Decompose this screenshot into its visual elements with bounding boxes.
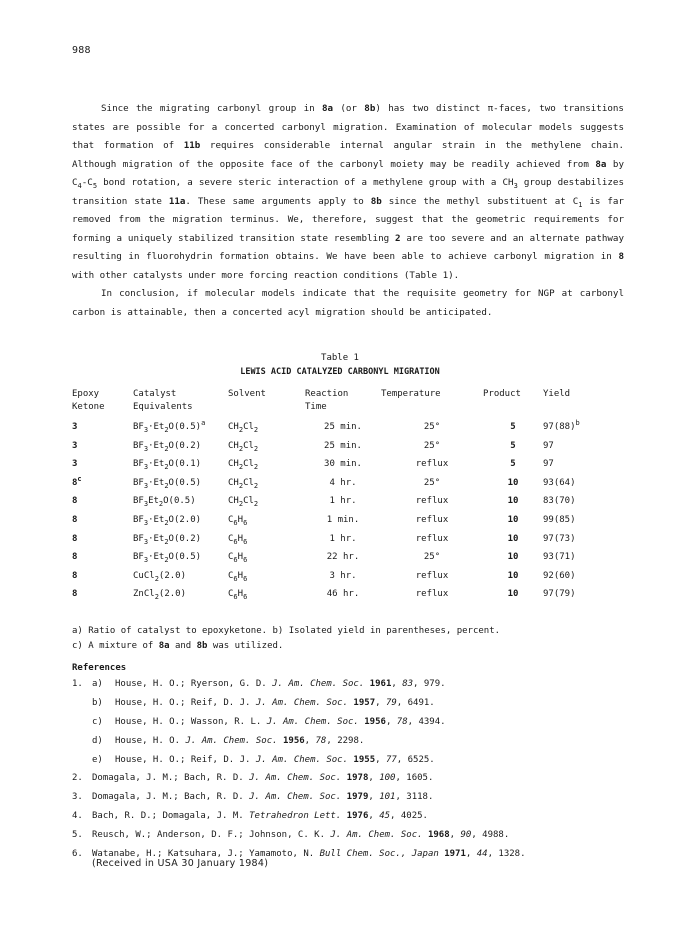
cell-solvent: $CH_2Cl_2$: [228, 477, 259, 490]
reference-pages: , 1605.: [395, 773, 434, 784]
cell-reaction-time: 4 hr.: [329, 477, 357, 488]
header-temperature: Temperature: [381, 389, 441, 399]
reference-sublabel: b): [92, 698, 103, 709]
cell-yield: 93(71): [543, 552, 576, 563]
cell-catalyst: $BF_3\cdot Et_2O(2.0)$: [133, 514, 202, 527]
table-row: [72, 437, 623, 456]
table-label: Table 1: [321, 353, 359, 363]
reference-volume: 90: [455, 829, 472, 840]
cell-temperature: reflux: [415, 589, 449, 600]
reference-volume: 77: [380, 754, 397, 765]
cell-product: 10: [507, 533, 519, 544]
header-yield: Yield: [543, 389, 571, 399]
reference-pages: , 2298.: [326, 735, 365, 746]
cell-solvent: $CH_2Cl_2$: [228, 440, 259, 453]
reference-sublabel: d): [92, 735, 103, 746]
table-row: [72, 492, 623, 511]
reference-year: 1976: [341, 810, 369, 821]
reference-authors: Domagala, J. M.; Bach, R. D.: [92, 773, 250, 784]
reference-journal: J. Am. Chem. Soc.: [266, 716, 359, 727]
reference-pages: , 6491.: [396, 698, 435, 709]
cell-epoxy-ketone: 8: [72, 496, 78, 507]
cell-yield: 97(73): [543, 533, 576, 544]
cell-reaction-time: 1 hr.: [329, 496, 357, 507]
reference-year: 1955: [348, 754, 376, 765]
reference-authors: Bach, R. D.; Domagala, J. M.: [92, 810, 250, 821]
cell-catalyst: $BF_3\cdot Et_2O(0.5)$: [133, 477, 202, 490]
references-section: [72, 661, 632, 863]
reference-item: d) House, H. O. J. Am. Chem. Soc. 1956 , 78 , 2298.: [92, 735, 365, 746]
cell-yield: $97(88)^b$: [543, 419, 580, 432]
reference-journal: J. Am. Chem. Soc.: [272, 679, 365, 690]
cell-yield: 92(60): [543, 570, 576, 581]
table-row: [72, 418, 623, 437]
reference-volume: 78: [310, 735, 327, 746]
cell-product: 10: [507, 552, 519, 563]
cell-solvent: $CH_2Cl_2$: [228, 422, 259, 434]
received-date: (Received in USA 30 January 1984): [92, 858, 269, 869]
cell-reaction-time: 25 min.: [324, 440, 362, 451]
reference-item: e) House, H. O.; Reif, D. J. J. Am. Chem. Soc. 1955 , 77 , 6525.: [92, 754, 435, 765]
reference-authors: Reusch, W.; Anderson, D. F.; Johnson, C. K.: [92, 829, 331, 840]
reference-number: 4.: [72, 810, 83, 821]
cell-reaction-time: 22 hr.: [326, 552, 360, 563]
reference-sublabel: a): [92, 679, 103, 690]
reference-number: 5.: [72, 829, 83, 840]
reference-year: 1979: [341, 792, 369, 803]
footnote-line-1: a) Ratio of catalyst to epoxyketone. b) Isolated yield in parentheses, percent.: [72, 626, 501, 636]
cell-yield: 83(70): [543, 496, 576, 507]
cell-reaction-time: 3 hr.: [329, 570, 357, 581]
table-row: [72, 567, 623, 586]
cell-temperature: reflux: [415, 496, 449, 507]
cell-solvent: $CH_2Cl_2$: [228, 459, 259, 471]
reference-authors: House, H. O.; Wasson, R. L.: [115, 716, 267, 727]
cell-reaction-time: 46 hr.: [326, 589, 360, 600]
cell-catalyst: $BF_3\cdot Et_2O(0.5)$: [133, 552, 202, 564]
reference-year: 1957: [348, 698, 376, 709]
cell-catalyst: $BF_3\cdot Et_2O(0.2)$: [133, 533, 202, 546]
cell-reaction-time: 25 min.: [324, 422, 362, 432]
cell-epoxy-ketone: 8: [72, 589, 78, 600]
cell-epoxy-ketone: 8: [72, 533, 78, 544]
cell-reaction-time: 30 min.: [324, 459, 362, 470]
cell-epoxy-ketone: 3: [72, 459, 78, 470]
reference-journal: Tetrahedron Lett.: [249, 810, 342, 821]
reference-item: 2. Domagala, J. M.; Bach, R. D. J. Am. Chem. Soc. 1978 , 100 , 1605.: [72, 773, 434, 784]
cell-epoxy-ketone: 8: [72, 514, 78, 525]
cell-epoxy-ketone: 8: [72, 552, 78, 563]
header-catalyst: Catalyst Equivalents: [133, 389, 193, 412]
reference-journal: Bull Chem. Soc., Japan: [319, 848, 439, 859]
reference-journal: J. Am. Chem. Soc.: [330, 829, 423, 840]
table-row: [72, 548, 623, 567]
reference-year: 1978: [341, 773, 369, 784]
cell-temperature: reflux: [415, 459, 449, 470]
reference-journal: J. Am. Chem. Soc.: [249, 773, 342, 784]
reference-volume: 45: [373, 810, 391, 821]
reference-number: 3.: [72, 792, 83, 803]
reference-year: 1968: [422, 829, 450, 840]
reference-authors: Watanabe, H.; Katsuhara, J.; Yamamoto, N.: [92, 848, 320, 859]
reference-journal: J. Am. Chem. Soc.: [185, 735, 278, 746]
cell-epoxy-ketone: 8$^c$: [72, 474, 82, 488]
cell-temperature: 25°: [423, 477, 441, 488]
reference-pages: , 1328.: [487, 848, 526, 859]
table-row: [72, 455, 623, 474]
cell-yield: 93(64): [543, 477, 576, 488]
body-text: [72, 100, 624, 322]
cell-solvent: $C_6H_6$: [228, 570, 248, 583]
references-heading: References: [72, 663, 127, 673]
cell-temperature: reflux: [415, 570, 449, 581]
cell-product: 10: [507, 496, 519, 507]
reference-item: 5. Reusch, W.; Anderson, D. F.; Johnson, C. K. J. Am. Chem. Soc. 1968 , 90 , 4988.: [72, 829, 510, 840]
reference-volume: 78: [391, 716, 408, 727]
cell-yield: 97: [543, 440, 554, 451]
reference-pages: , 3118.: [395, 792, 434, 803]
reference-volume: 83: [396, 679, 414, 690]
reference-year: 1971: [438, 848, 466, 859]
cell-temperature: 25°: [423, 440, 441, 451]
reference-authors: House, H. O.: [115, 735, 186, 746]
reference-pages: , 979.: [413, 679, 446, 690]
cell-catalyst: CuCl$_2$(2.0): [133, 570, 186, 583]
reference-number: 2.: [72, 773, 83, 784]
reference-authors: House, H. O.; Reif, D. J.: [115, 754, 256, 765]
cell-catalyst: $BF_3\cdot Et_2O(0.1)$: [133, 459, 202, 471]
cell-epoxy-ketone: 8: [72, 570, 78, 581]
header-epoxy-ketone: Epoxy Ketone: [72, 389, 105, 412]
reference-journal: J. Am. Chem. Soc.: [255, 698, 349, 709]
reference-number: 6.: [72, 848, 83, 859]
cell-product: 5: [510, 440, 516, 451]
reference-number: 1.: [72, 679, 83, 690]
cell-yield: 97: [543, 459, 554, 470]
cell-yield: 99(85): [543, 514, 576, 525]
reference-pages: , 6525.: [396, 754, 435, 765]
footnote-line-2: c) A mixture of 8a and 8b was utilized.: [72, 641, 284, 651]
table-caption: [0, 351, 680, 379]
references-list: [72, 675, 632, 863]
cell-solvent: $CH_2Cl_2$: [228, 496, 259, 509]
cell-temperature: reflux: [415, 514, 449, 525]
cell-epoxy-ketone: 3: [72, 440, 78, 451]
cell-solvent: $C_6H_6$: [228, 533, 248, 546]
reference-volume: 101: [373, 792, 396, 803]
reference-pages: , 4394.: [407, 716, 446, 727]
reference-sublabel: e): [92, 754, 103, 765]
cell-reaction-time: 1 hr.: [329, 533, 357, 544]
reference-volume: 100: [373, 773, 396, 784]
reference-year: 1956: [358, 716, 386, 727]
reference-year: 1956: [277, 735, 305, 746]
reference-year: 1961: [364, 679, 392, 690]
cell-product: 10: [507, 589, 519, 600]
cell-product: 10: [507, 570, 519, 581]
header-product: Product: [483, 389, 521, 399]
reference-authors: House, H. O.; Reif, D. J.: [115, 698, 256, 709]
results-table: [72, 388, 623, 604]
reference-pages: , 4025.: [390, 810, 428, 821]
paragraph-2: In conclusion, if molecular models indicate that the requisite geometry for NGP at carbonyl carbon is attainable, then a concerted acyl migration should be anticipated.: [72, 288, 624, 318]
cell-product: 5: [510, 422, 516, 432]
cell-product: 10: [507, 477, 519, 488]
reference-journal: J. Am. Chem. Soc.: [255, 754, 349, 765]
reference-item: c) House, H. O.; Wasson, R. L. J. Am. Chem. Soc. 1956 , 78 , 4394.: [92, 716, 446, 727]
reference-volume: 44: [471, 848, 488, 859]
reference-item: 3. Domagala, J. M.; Bach, R. D. J. Am. Chem. Soc. 1979 , 101 , 3118.: [72, 792, 434, 803]
cell-catalyst: $BF_3\cdot Et_2O(0.5)^a$: [133, 419, 206, 434]
cell-catalyst: $BF_3Et_2O(0.5)$: [133, 496, 196, 509]
reference-item: 6. Watanabe, H.; Katsuhara, J.; Yamamoto, N. Bull Chem. Soc., Japan 1971 , 44 , 1328.: [72, 848, 526, 859]
cell-solvent: $C_6H_6$: [228, 552, 248, 564]
cell-yield: 97(79): [543, 589, 576, 600]
cell-temperature: reflux: [415, 533, 449, 544]
table-row: [72, 474, 623, 493]
reference-item: 4. Bach, R. D.; Domagala, J. M. Tetrahedron Lett. 1976 , 45 , 4025.: [72, 810, 428, 821]
table-header-row: [72, 388, 623, 418]
paragraph-1: Since the migrating carbonyl group in 8a (or 8b) has two distinct π-faces, two transitions states are possible for a concerted carbonyl migration. Examination of molecular models suggests that formation of 11b requires considerable internal angular strain in the methylene chain. Although migration of the opposite face of the carbonyl moiety may be readily achieved from 8a by $C_4-C_5$ bond rotation, a severe steric interaction of a methylene group with a $CH_3$ group destabilizes transition state 11a. These same arguments apply to 8b since the methyl substituent at $C_1$ is far removed from the migration terminus. We, therefore, suggest that the geometric requirements for forming a uniquely stabilized transition state resembling 2 are too severe and an alternate pathway resulting in fluorohydrin formation obtains. We have been able to achieve carbonyl migration in 8 with other catalysts under more forcing reaction conditions (Table 1).: [72, 103, 624, 281]
reference-authors: Domagala, J. M.; Bach, R. D.: [92, 792, 250, 803]
table-row: [72, 585, 623, 604]
cell-catalyst: $BF_3\cdot Et_2O(0.2)$: [133, 440, 202, 453]
table-row: [72, 530, 623, 549]
cell-solvent: $C_6H_6$: [228, 589, 248, 602]
page-number: 988: [72, 45, 91, 56]
cell-catalyst: ZnCl$_2$(2.0): [133, 589, 186, 602]
cell-solvent: $C_6H_6$: [228, 514, 248, 527]
cell-product: 10: [507, 514, 519, 525]
reference-sublabel: c): [92, 716, 103, 727]
reference-volume: 79: [380, 698, 397, 709]
cell-reaction-time: 1 min.: [326, 514, 360, 525]
table-footnotes: [72, 624, 500, 654]
reference-item: b) House, H. O.; Reif, D. J. J. Am. Chem. Soc. 1957 , 79 , 6491.: [92, 698, 435, 709]
cell-epoxy-ketone: 3: [72, 422, 78, 432]
cell-temperature: 25°: [423, 552, 441, 563]
cell-product: 5: [510, 459, 516, 470]
reference-pages: , 4988.: [471, 829, 510, 840]
reference-journal: J. Am. Chem. Soc.: [249, 792, 342, 803]
reference-authors: House, H. O.; Ryerson, G. D.: [115, 679, 273, 690]
header-reaction-time: Reaction Time: [305, 389, 349, 412]
table-title: LEWIS ACID CATALYZED CARBONYL MIGRATION: [240, 367, 440, 377]
header-solvent: Solvent: [228, 389, 266, 399]
cell-temperature: 25°: [423, 422, 441, 432]
table-row: [72, 511, 623, 530]
reference-item: 1. a) House, H. O.; Ryerson, G. D. J. Am. Chem. Soc. 1961 , 83 , 979.: [72, 679, 446, 690]
